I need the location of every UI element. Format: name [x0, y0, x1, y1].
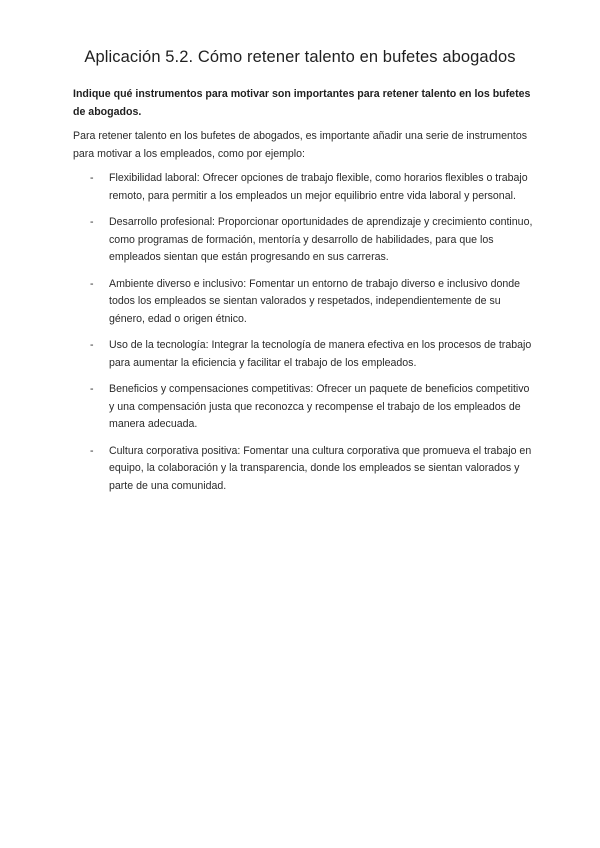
bullet-dash: -	[90, 444, 94, 457]
page-title: Aplicación 5.2. Cómo retener talento en bufetes abogados	[84, 48, 516, 66]
list-item-text: Beneficios y compensaciones competitivas: Ofrecer un paquete de beneficios competitivo y una compensación justa que reconozca y recompense el trabajo de los empleados de manera adecuada.	[109, 383, 530, 430]
bullet-dash: -	[90, 172, 94, 184]
list-item	[73, 214, 533, 267]
bullet-dash: -	[90, 216, 94, 228]
list-item	[73, 170, 533, 205]
bullet-dash: -	[90, 383, 94, 395]
list-item	[73, 381, 533, 434]
list-item	[73, 276, 533, 329]
list-item-text: Desarrollo profesional: Proporcionar oportunidades de aprendizaje y crecimiento continuo, como programas de formación, mentoría y desarrollo de habilidades, para que los empleados sientan que están progresando en sus carreras.	[109, 216, 533, 263]
list-item-text: Ambiente diverso e inclusivo: Fomentar un entorno de trabajo diverso e inclusivo donde todos los empleados se sientan valorados y respetados, independientemente de su género, edad o origen étnico.	[109, 277, 521, 325]
list-item-text: Flexibilidad laboral: Ofrecer opciones de trabajo flexible, como horarios flexibles o trabajo remoto, para permitir a los empleados un mejor equilibrio entre vida laboral y personal.	[109, 172, 528, 202]
bullet-dash: -	[90, 277, 94, 290]
list-item-text: Cultura corporativa positiva: Fomentar una cultura corporativa que promueva el trabajo en equipo, la colaboración y la transparencia, donde los empleados se sientan valorados y parte de una comunidad.	[109, 444, 532, 492]
list-item-text: Uso de la tecnología: Integrar la tecnología de manera efectiva en los procesos de trabajo para aumentar la eficiencia y facilitar el trabajo de los empleados.	[109, 339, 532, 369]
intro-paragraph: Para retener talento en los bufetes de abogados, es importante añadir una serie de instrumentos para motivar a los empleados, como por ejemplo:	[73, 130, 528, 160]
motivation-instruments-list	[73, 170, 533, 504]
question-heading: Indique qué instrumentos para motivar son importantes para retener talento en los bufetes de abogados.	[73, 88, 531, 118]
list-item	[73, 337, 533, 372]
bullet-dash: -	[90, 339, 94, 351]
list-item	[73, 443, 533, 496]
